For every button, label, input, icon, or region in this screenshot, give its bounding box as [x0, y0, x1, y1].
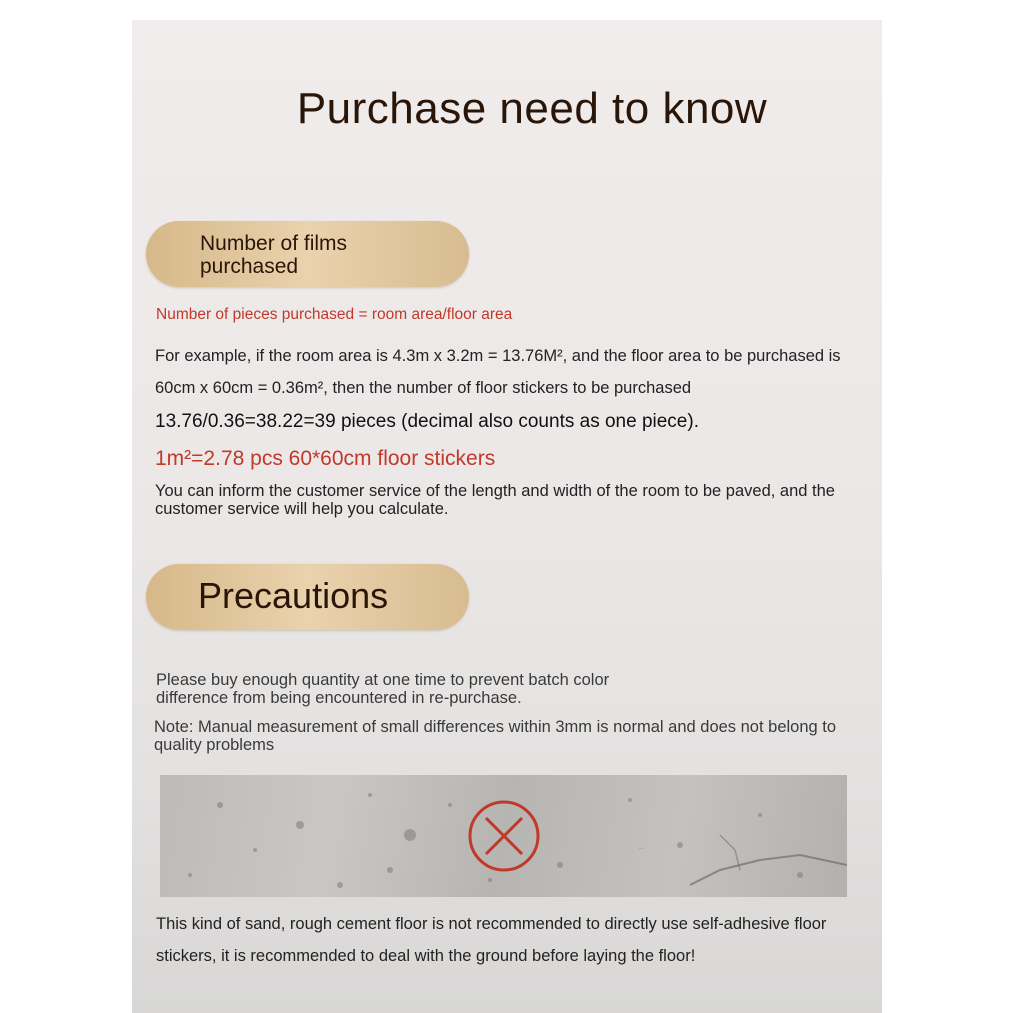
floor-warning-text: This kind of sand, rough cement floor is not recommended to directly use self-adhesive floor stickers, it is recommended to deal with the ground before laying the floor! [156, 915, 827, 965]
page-title: Purchase need to know [296, 84, 768, 133]
purchase-info-page [132, 20, 882, 1013]
pieces-formula: Number of pieces purchased = room area/floor area [156, 306, 513, 323]
rough-cement-floor-image [160, 775, 847, 897]
precautions-heading-label: Precautions [198, 575, 389, 616]
precautions-section-heading [146, 564, 469, 630]
films-heading-label: Number of films purchased [200, 232, 348, 278]
ratio-text: 1m²=2.78 pcs 60*60cm floor stickers [155, 447, 496, 470]
measurement-note: Note: Manual measurement of small differences within 3mm is normal and does not belong to quality problems [154, 718, 837, 754]
buy-enough-text: Please buy enough quantity at one time to prevent batch color difference from being encountered in re-purchase. [156, 671, 610, 707]
calculation-text: 13.76/0.36=38.22=39 pieces (decimal also counts as one piece). [155, 411, 699, 432]
films-section-heading [146, 221, 469, 287]
customer-service-text: You can inform the customer service of the length and width of the room to be paved, and the customer service will help you calculate. [155, 482, 835, 518]
circle-x-icon [160, 775, 847, 897]
example-text: For example, if the room area is 4.3m x 3.2m = 13.76M², and the floor area to be purchased is 60cm x 60cm = 0.36m², then the number of floor stickers to be purchased [155, 347, 841, 397]
